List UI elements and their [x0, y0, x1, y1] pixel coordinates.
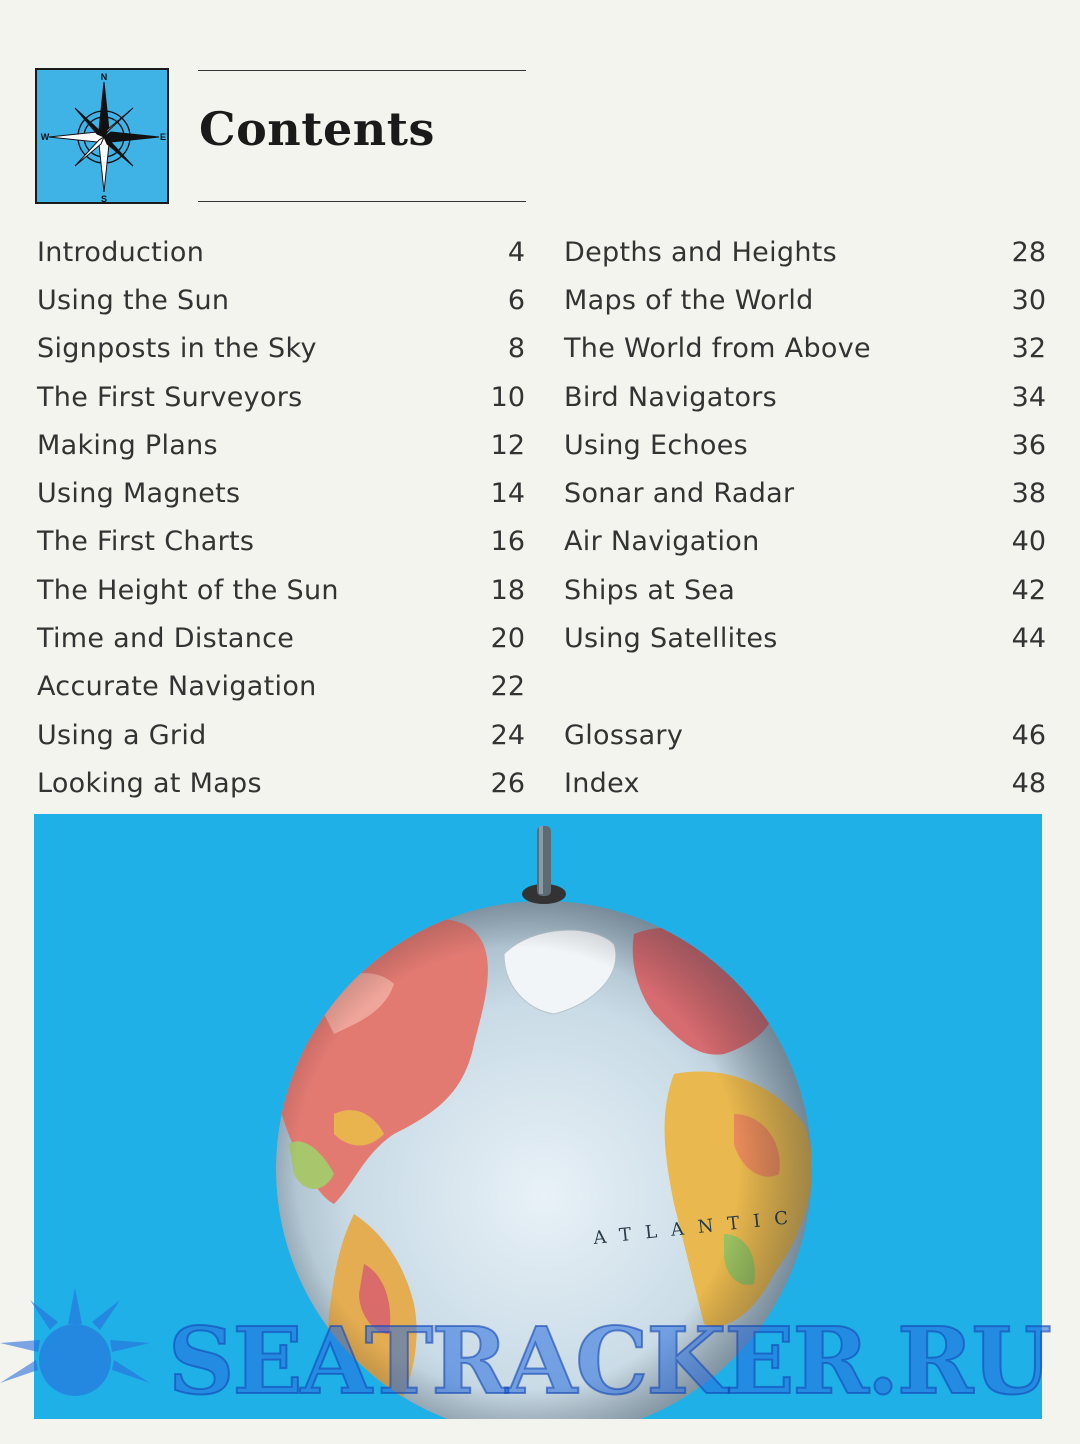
toc-entry-page: 42: [1011, 574, 1046, 606]
toc-entry-page: 6: [507, 284, 525, 316]
toc-entry[interactable]: [564, 421, 1046, 469]
toc-entry[interactable]: [37, 614, 525, 662]
toc-entry[interactable]: [37, 228, 525, 276]
toc-entry[interactable]: [37, 518, 525, 566]
toc-entry[interactable]: [37, 663, 525, 711]
toc-entry-page: 16: [490, 526, 525, 558]
toc-entry-label: Glossary: [564, 719, 684, 751]
toc-entry[interactable]: [564, 228, 1046, 276]
toc-entry-label: Introduction: [37, 236, 205, 268]
title-rule-bottom: [198, 201, 526, 202]
toc-entry-page: 40: [1011, 526, 1046, 558]
toc-entry[interactable]: [564, 759, 1046, 807]
toc-entry-page: 26: [490, 767, 525, 799]
toc-column-left: [37, 228, 525, 808]
toc-spacer: [564, 663, 1046, 711]
toc-entry-label: Maps of the World: [564, 284, 814, 316]
toc-entry-label: The World from Above: [564, 333, 871, 365]
toc-entry-label: Depths and Heights: [564, 236, 837, 268]
toc-entry[interactable]: [37, 325, 525, 373]
toc-entry-label: The First Surveyors: [37, 381, 303, 413]
compass-rose-box: [35, 68, 169, 204]
toc-entry-page: 22: [490, 671, 525, 703]
toc-entry-page: 14: [490, 478, 525, 510]
watermark-text: SEATRACKER.RU: [168, 1307, 1050, 1415]
toc-entry-page: 20: [490, 623, 525, 655]
toc-entry[interactable]: [37, 421, 525, 469]
toc-entry[interactable]: [37, 276, 525, 324]
toc-entry[interactable]: [37, 373, 525, 421]
toc-entry-label: Signposts in the Sky: [37, 333, 317, 365]
toc-entry[interactable]: [564, 614, 1046, 662]
toc-entry[interactable]: [37, 759, 525, 807]
compass-letter-w: W: [40, 132, 50, 142]
toc-entry[interactable]: [37, 469, 525, 517]
toc-entry-label: Looking at Maps: [37, 767, 262, 799]
toc-entry-page: 38: [1011, 478, 1046, 510]
toc-entry[interactable]: [564, 518, 1046, 566]
toc-entry-page: 28: [1011, 236, 1046, 268]
toc-entry-label: Using Echoes: [564, 429, 748, 461]
toc-entry[interactable]: [37, 711, 525, 759]
toc-entry-label: Index: [564, 767, 640, 799]
toc-entry-page: 4: [507, 236, 525, 268]
toc-entry-label: Using the Sun: [37, 284, 230, 316]
toc-entry-label: The Height of the Sun: [37, 574, 339, 606]
toc-entry[interactable]: [564, 373, 1046, 421]
toc-entry-page: 44: [1011, 623, 1046, 655]
toc-entry-label: Accurate Navigation: [37, 671, 317, 703]
toc-entry[interactable]: [564, 566, 1046, 614]
compass-letter-e: E: [159, 132, 167, 142]
toc-entry-label: The First Charts: [37, 526, 255, 558]
toc-entry-page: 10: [490, 381, 525, 413]
toc-entry-page: 12: [490, 429, 525, 461]
toc-entry-label: Time and Distance: [37, 623, 295, 655]
toc-entry-page: 48: [1011, 767, 1046, 799]
toc-entry-label: Using Magnets: [37, 478, 241, 510]
toc-entry-label: Air Navigation: [564, 526, 760, 558]
toc-entry-label: Using Satellites: [564, 623, 778, 655]
toc-entry-label: Making Plans: [37, 429, 218, 461]
toc-entry-label: Using a Grid: [37, 719, 207, 751]
toc-entry[interactable]: [564, 711, 1046, 759]
toc-entry-label: Sonar and Radar: [564, 478, 795, 510]
toc-entry-page: 34: [1011, 381, 1046, 413]
toc-entry[interactable]: [564, 325, 1046, 373]
toc-entry[interactable]: [564, 469, 1046, 517]
toc-entry-label: Ships at Sea: [564, 574, 736, 606]
toc-entry[interactable]: [37, 566, 525, 614]
toc-column-right: [564, 228, 1046, 808]
toc-entry-page: 8: [507, 333, 525, 365]
toc-entry-page: 36: [1011, 429, 1046, 461]
toc-entry-label: Bird Navigators: [564, 381, 778, 413]
toc-entry-page: 24: [490, 719, 525, 751]
toc-entry[interactable]: [564, 276, 1046, 324]
compass-rose-icon: [37, 70, 171, 206]
toc-entry-page: 46: [1011, 719, 1046, 751]
toc-entry-page: 18: [490, 574, 525, 606]
compass-letter-s: S: [100, 194, 108, 204]
compass-letter-n: N: [100, 72, 108, 82]
title-rule-top: [198, 70, 526, 71]
page-title: Contents: [199, 102, 435, 156]
toc-entry-page: 32: [1011, 333, 1046, 365]
toc-entry-page: 30: [1011, 284, 1046, 316]
